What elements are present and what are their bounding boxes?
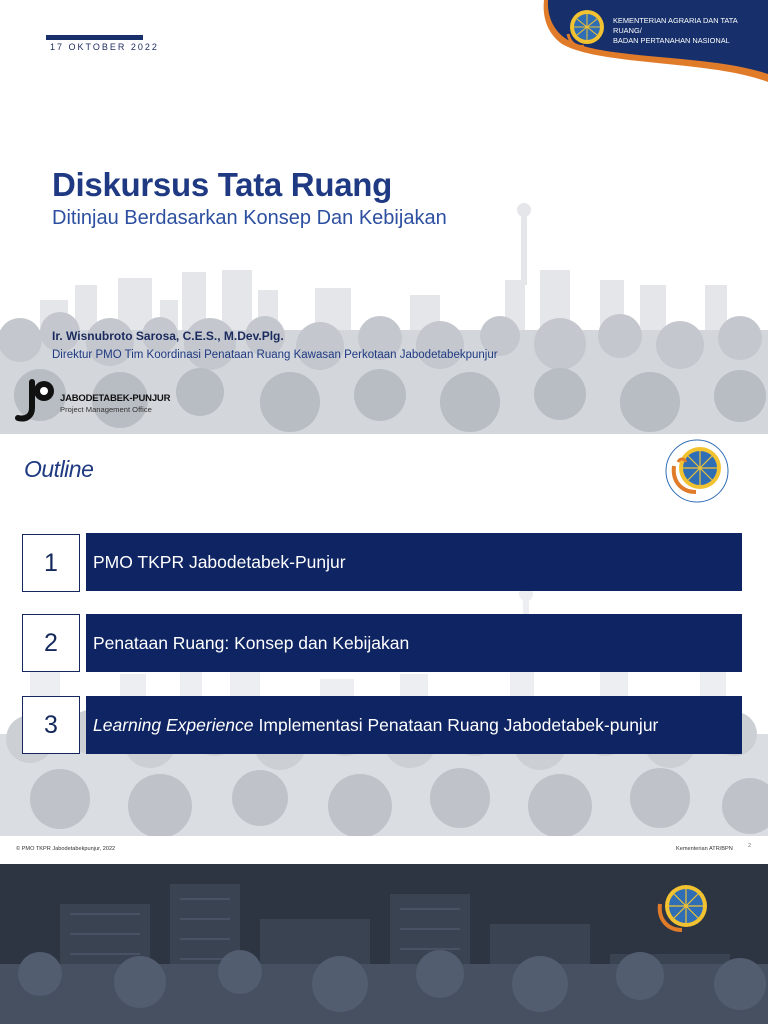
ministry-name-line2: BADAN PERTANAHAN NASIONAL bbox=[613, 36, 730, 45]
presentation-date: 17 OKTOBER 2022 bbox=[50, 42, 159, 52]
pmo-logo-name: JABODETABEK-PUNJUR bbox=[60, 393, 171, 404]
footer-organization: Kementerian ATR/BPN bbox=[676, 846, 733, 852]
ministry-name bbox=[613, 16, 763, 46]
slide-footer bbox=[0, 836, 768, 864]
outline-title: Outline bbox=[24, 456, 94, 482]
outline-item-3[interactable] bbox=[86, 696, 742, 754]
bpn-emblem-icon bbox=[664, 438, 730, 504]
outline-number-1: 1 bbox=[22, 534, 80, 592]
outline-number-2: 2 bbox=[22, 614, 80, 672]
outline-item-3-text: Implementasi Penataan Ruang Jabodetabek-punjur bbox=[258, 714, 659, 735]
ministry-name-line1: KEMENTERIAN AGRARIA DAN TATA RUANG/ bbox=[613, 16, 738, 35]
footer-copyright: © PMO TKPR Jabodetabekpunjur, 2022 bbox=[16, 846, 116, 852]
outline-number-3: 3 bbox=[22, 696, 80, 754]
presentation-title: Diskursus Tata Ruang bbox=[52, 166, 392, 203]
presentation-subtitle: Ditinjau Berdasarkan Konsep Dan Kebijakan bbox=[52, 207, 447, 229]
outline-item-3-italic: Learning Experience bbox=[93, 714, 254, 735]
footer-page-number: 2 bbox=[748, 843, 752, 849]
outline-slide bbox=[0, 434, 768, 864]
pmo-logo-icon bbox=[14, 378, 58, 422]
author-name: Ir. Wisnubroto Sarosa, C.E.S., M.Dev.Plg. bbox=[52, 329, 284, 343]
outline-item-1-text: PMO TKPR Jabodetabek-Punjur bbox=[93, 551, 346, 572]
pmo-logo-subtitle: Project Management Office bbox=[60, 405, 152, 414]
bpn-emblem-icon bbox=[652, 878, 714, 940]
outline-item-1[interactable] bbox=[86, 533, 742, 591]
author-role: Direktur PMO Tim Koordinasi Penataan Ruang Kawasan Perkotaan Jabodetabekpunjur bbox=[52, 349, 498, 361]
outline-item-2[interactable] bbox=[86, 614, 742, 672]
date-accent-bar bbox=[46, 35, 143, 40]
cover-slide bbox=[0, 0, 768, 434]
outline-item-2-text: Penataan Ruang: Konsep dan Kebijakan bbox=[93, 632, 410, 653]
dark-illustration-slide bbox=[0, 864, 768, 1024]
